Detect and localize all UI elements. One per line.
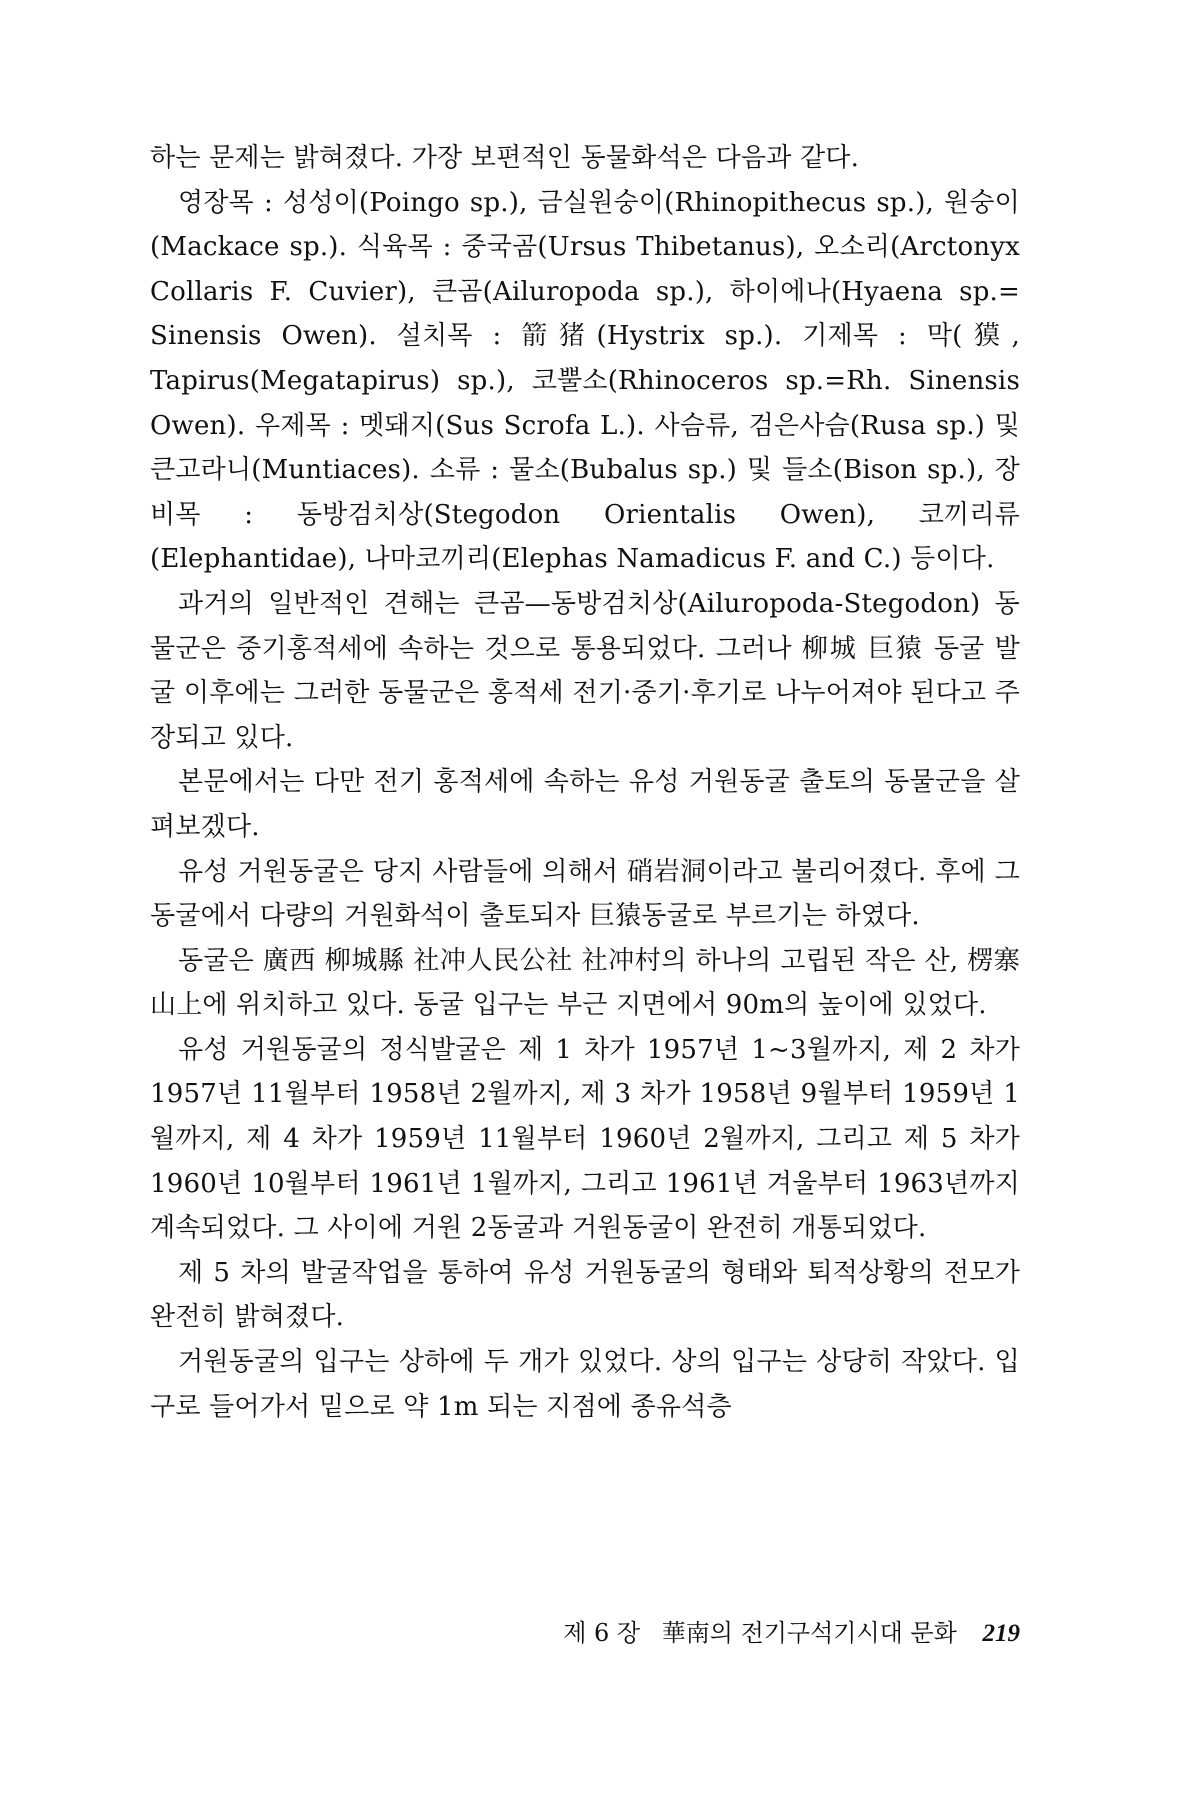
body-text [150,136,1020,1429]
paragraph-cave-name: 유성 거원동굴은 당지 사람들에 의해서 硝岩洞이라고 불리어졌다. 후에 그 동굴에서 다량의 거원화석이 출토되자 巨猿동굴로 부르기는 하였다. [150,856,1020,932]
page-number: 219 [982,1620,1020,1647]
paragraph-fifth-excavation: 제 5 차의 발굴작업을 통하여 유성 거원동굴의 형태와 퇴적상황의 전모가 완전히 밝혀졌다. [150,1257,1020,1333]
paragraph-excavation-history: 유성 거원동굴의 정식발굴은 제 1 차가 1957년 1~3월까지, 제 2 차가 1957년 11월부터 1958년 2월까지, 제 3 차가 1958년 9월부터 1959년 1월까지, 제 4 차가 1959년 11월부터 1960년 2월까지, 그리고 제 5 차가 1960년 10월부터 1961년 1월까지, 그리고 1961년 겨울부터 1963년까지 계속되었다. 그 사이에 거원 2동굴과 거원동굴이 완전히 개통되었다. [150,1034,1020,1244]
paragraph-cave-entrance: 거원동굴의 입구는 상하에 두 개가 있었다. 상의 입구는 상당히 작았다. 입구로 들어가서 밑으로 약 1m 되는 지점에 종유석층 [150,1347,1020,1422]
paragraph-continuation: 하는 문제는 밝혀졌다. 가장 보편적인 동물화석은 다음과 같다. [150,143,860,173]
paragraph-fossil-list: 영장목 : 성성이(Poingo sp.), 금실원숭이(Rhinopithecus sp.), 원숭이(Mackace sp.). 식육목 : 중국곰(Ursus Thibetanus), 오소리(Arctonyx Collaris F. Cuvier), 큰곰(Ailuropoda sp.), 하이에나(Hyaena sp.= Sinensis Owen). 설치목 : 箭猪(Hystrix sp.). 기제목 : 막(獏, Tapirus(Megatapirus) sp.), 코뿔소(Rhinoceros sp.=Rh. Sinensis Owen). 우제목 : 멧돼지(Sus Scrofa L.). 사슴류, 검은사슴(Rusa sp.) 및 큰고라니(Muntiaces). 소류 : 물소(Bubalus sp.) 및 들소(Bison sp.), 장비목 : 동방검치상(Stegodon Orientalis Owen), 코끼리류(Elephantidae), 나마코끼리(Elephas Namadicus F. and C.) 등이다. [150,187,1020,575]
paragraph-intro: 본문에서는 다만 전기 홍적세에 속하는 유성 거원동굴 출토의 동물군을 살펴보겠다. [150,767,1020,842]
paragraph-past-view: 과거의 일반적인 견해는 큰곰—동방검치상(Ailuropoda-Stegodon) 동물군은 중기홍적세에 속하는 것으로 통용되었다. 그러나 柳城 巨猿 동굴 발굴 이후에는 그러한 동물군은 홍적세 전기·중기·후기로 나누어져야 된다고 주장되고 있다. [150,588,1020,753]
page-footer [520,1618,1020,1649]
paragraph-cave-location: 동굴은 廣西 柳城縣 社冲人民公社 社冲村의 하나의 고립된 작은 산, 楞寨山上에 위치하고 있다. 동굴 입구는 부근 지면에서 90m의 높이에 있었다. [150,945,1020,1021]
footer-chapter: 제 6 장 [563,1619,641,1647]
footer-title: 華南의 전기구석기시대 문화 [661,1619,957,1647]
